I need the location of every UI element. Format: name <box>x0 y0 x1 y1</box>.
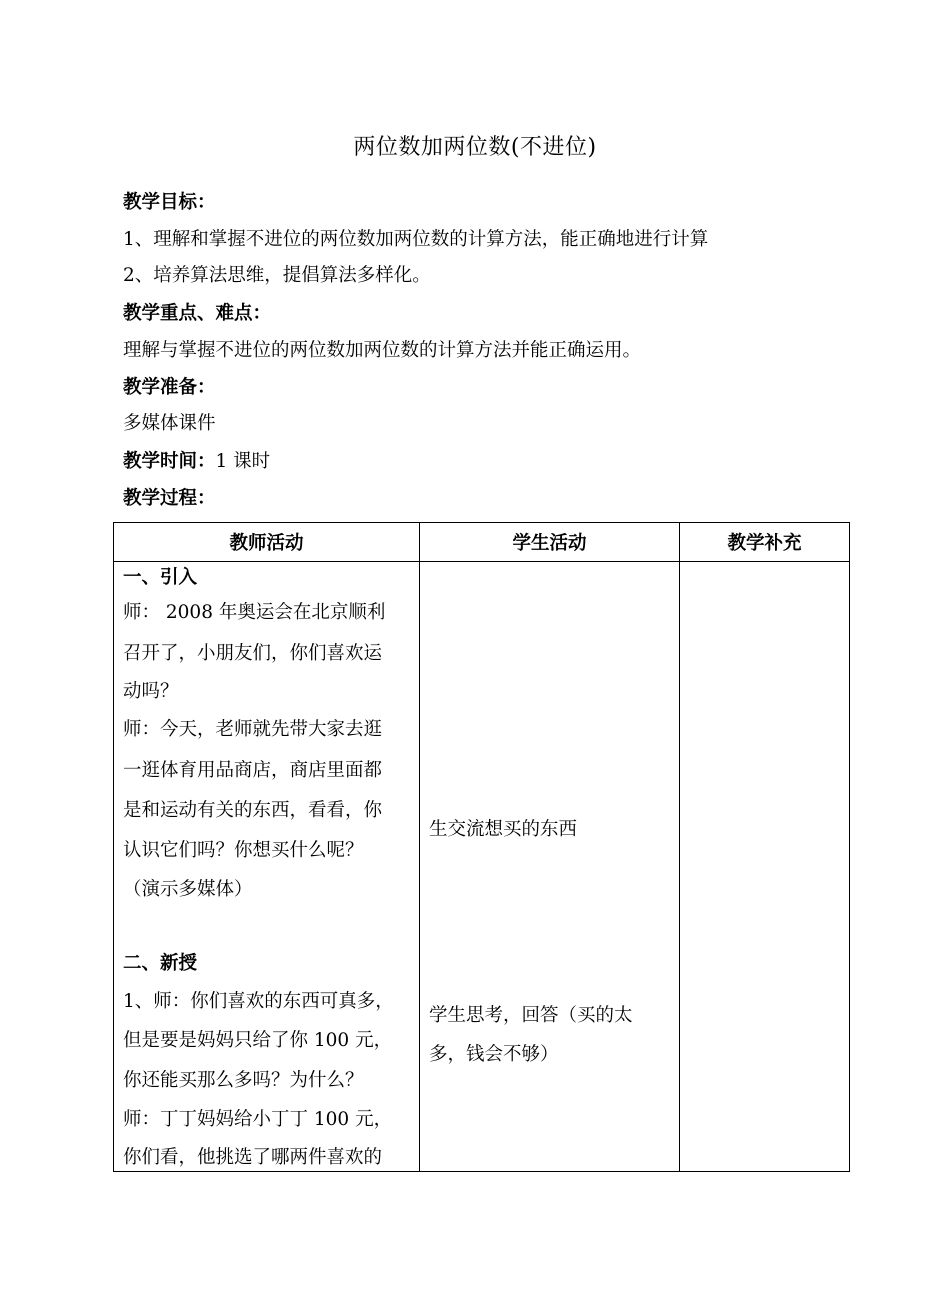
column-header-teacher: 教师活动 <box>114 523 420 562</box>
teacher-line-1: 一、引入 <box>123 567 198 588</box>
objective-item-1: 1、理解和掌握不进位的两位数加两位数的计算方法，能正确地进行计算 <box>123 229 709 250</box>
time-line <box>123 449 270 475</box>
teacher-line-14: 师：丁丁妈妈给小丁丁 100 元， <box>123 1109 393 1130</box>
column-header-student: 学生活动 <box>420 523 680 562</box>
supplement-text <box>680 562 849 1171</box>
teacher-line-8: 认识它们吗？你想买什么呢？ <box>123 840 364 861</box>
objective-item-2: 2、培养算法思维，提倡算法多样化。 <box>123 265 431 286</box>
column-header-supplement: 教学补充 <box>680 523 850 562</box>
teacher-activity-cell <box>114 562 420 1172</box>
preparation-heading: 教学准备： <box>123 377 216 398</box>
teacher-line-11: 1、师：你们喜欢的东西可真多， <box>123 991 394 1012</box>
teacher-line-4: 动吗？ <box>123 681 179 702</box>
teacher-line-15: 你们看，他挑选了哪两件喜欢的 <box>123 1147 383 1168</box>
page-title: 两位数加两位数(不进位) <box>353 135 597 160</box>
teacher-line-2: 师： 2008 年奥运会在北京顺利 <box>123 602 386 623</box>
teacher-line-13: 你还能买那么多吗？为什么？ <box>123 1070 364 1091</box>
teacher-line-3: 召开了，小朋友们，你们喜欢运 <box>123 643 383 664</box>
objectives-heading: 教学目标： <box>123 192 216 213</box>
key-points-text: 理解与掌握不进位的两位数加两位数的计算方法并能正确运用。 <box>123 340 642 361</box>
table-header-row <box>114 523 850 562</box>
teaching-process-table <box>113 522 850 1172</box>
teacher-line-5: 师：今天，老师就先带大家去逛 <box>123 719 383 740</box>
teacher-line-12: 但是要是妈妈只给了你 100 元， <box>123 1030 393 1051</box>
student-line-3: 多，钱会不够） <box>429 1044 559 1065</box>
process-heading: 教学过程： <box>123 488 216 509</box>
teacher-line-9: （演示多媒体） <box>123 879 253 900</box>
key-points-heading: 教学重点、难点： <box>123 303 272 324</box>
teacher-line-6: 一逛体育用品商店，商店里面都 <box>123 760 383 781</box>
preparation-text: 多媒体课件 <box>123 413 216 434</box>
student-line-1: 生交流想买的东西 <box>429 819 578 840</box>
supplement-cell <box>680 562 850 1172</box>
student-activity-cell <box>420 562 680 1172</box>
teacher-line-7: 是和运动有关的东西，看看，你 <box>123 800 383 821</box>
time-text: 1 课时 <box>215 451 271 472</box>
student-line-2: 学生思考，回答（买的太 <box>429 1005 633 1026</box>
table-row <box>114 562 850 1172</box>
teacher-line-10: 二、新授 <box>123 953 198 974</box>
time-heading: 教学时间： <box>123 451 216 472</box>
